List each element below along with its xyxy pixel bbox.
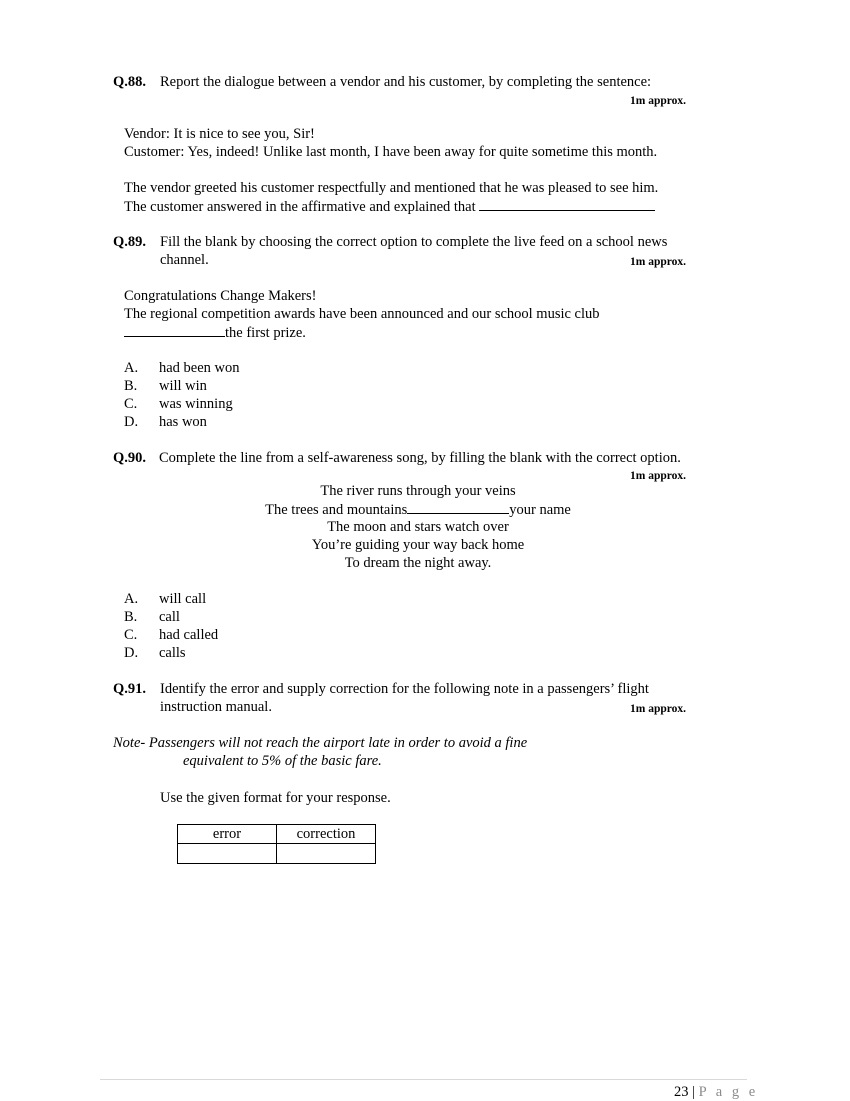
q89-answer-blank[interactable] — [124, 323, 225, 337]
q89-option-c-letter: C. — [124, 396, 138, 412]
q90-option-a-letter: A. — [124, 591, 139, 607]
q89-option-d-letter: D. — [124, 414, 139, 430]
q90-option-d-text[interactable]: calls — [159, 645, 186, 661]
q88-answer-blank[interactable] — [479, 197, 655, 211]
q90-song-line1: The river runs through your veins — [320, 483, 516, 499]
q89-option-a-text[interactable]: had been won — [159, 360, 240, 376]
q89-marks: 1m approx. — [630, 256, 687, 268]
q90-song-line4: You’re guiding your way back home — [311, 537, 525, 553]
q90-prompt: Complete the line from a self-awareness song, by filling the blank with the correct option. — [159, 450, 681, 466]
q91-response-table — [177, 824, 376, 864]
page-separator: | — [692, 1084, 696, 1100]
q89-prompt-line2: channel. — [160, 252, 209, 268]
q90-song-line5: To dream the night away. — [344, 555, 492, 571]
q88-dialogue-vendor: Vendor: It is nice to see you, Sir! — [124, 126, 315, 142]
q88-report-line2 — [124, 197, 655, 216]
q90-song-line2-after: your name — [509, 502, 571, 518]
q89-number: Q.89. — [113, 234, 147, 250]
q89-passage-line3 — [124, 323, 306, 342]
q90-number: Q.90. — [113, 450, 147, 466]
q88-report-line2-text: The customer answered in the affirmative and explained that — [124, 199, 476, 215]
q88-marks: 1m approx. — [630, 95, 687, 107]
q91-header-error: error — [178, 825, 277, 844]
page-label: P a g e — [698, 1084, 759, 1100]
q89-passage-line1: Congratulations Change Makers! — [124, 288, 317, 304]
q91-response-input-row — [178, 844, 376, 864]
q90-option-b-text[interactable]: call — [159, 609, 180, 625]
q89-option-b-text[interactable]: will win — [159, 378, 207, 394]
q88-dialogue-customer: Customer: Yes, indeed! Unlike last month, I have been away for quite sometime this month. — [124, 144, 658, 160]
q89-option-d-text[interactable]: has won — [159, 414, 207, 430]
q89-passage-line2: The regional competition awards have been announced and our school music club — [124, 306, 600, 322]
q91-prompt-line1: Identify the error and supply correction for the following note in a passengers’ flight — [160, 681, 649, 697]
q90-option-c-letter: C. — [124, 627, 138, 643]
q89-passage-line3-text: the first prize. — [225, 325, 306, 341]
q90-song-line3: The moon and stars watch over — [327, 519, 509, 535]
q90-song-line2 — [0, 500, 836, 519]
q90-option-c-text[interactable]: had called — [159, 627, 219, 643]
q91-format-instruction: Use the given format for your response. — [160, 790, 391, 806]
q91-response-header-row — [178, 825, 376, 844]
q91-prompt-line2: instruction manual. — [160, 699, 272, 715]
q89-option-b-letter: B. — [124, 378, 138, 394]
q91-note-line1: Note- Passengers will not reach the airport late in order to avoid a fine — [113, 735, 528, 751]
q90-option-d-letter: D. — [124, 645, 139, 661]
q91-correction-cell[interactable] — [277, 844, 376, 864]
q89-prompt-line1: Fill the blank by choosing the correct option to complete the live feed on a school news — [160, 234, 668, 250]
page-number: 23 — [674, 1084, 689, 1100]
q88-number: Q.88. — [113, 74, 147, 90]
q90-marks: 1m approx. — [630, 470, 687, 482]
q91-note-line2: equivalent to 5% of the basic fare. — [183, 753, 382, 769]
q90-song-line2-before: The trees and mountains — [265, 502, 408, 518]
q90-answer-blank[interactable] — [407, 500, 509, 514]
q91-error-cell[interactable] — [178, 844, 277, 864]
q91-marks: 1m approx. — [630, 703, 687, 715]
q89-option-a-letter: A. — [124, 360, 139, 376]
footer-divider — [100, 1079, 747, 1080]
q90-option-a-text[interactable]: will call — [159, 591, 207, 607]
q88-report-line1: The vendor greeted his customer respectfully and mentioned that he was pleased to see him. — [124, 180, 659, 196]
page-footer — [674, 1083, 758, 1101]
q91-header-correction: correction — [277, 825, 376, 844]
q89-option-c-text[interactable]: was winning — [159, 396, 233, 412]
q90-option-b-letter: B. — [124, 609, 138, 625]
q88-prompt: Report the dialogue between a vendor and his customer, by completing the sentence: — [160, 74, 652, 90]
q91-number: Q.91. — [113, 681, 147, 697]
